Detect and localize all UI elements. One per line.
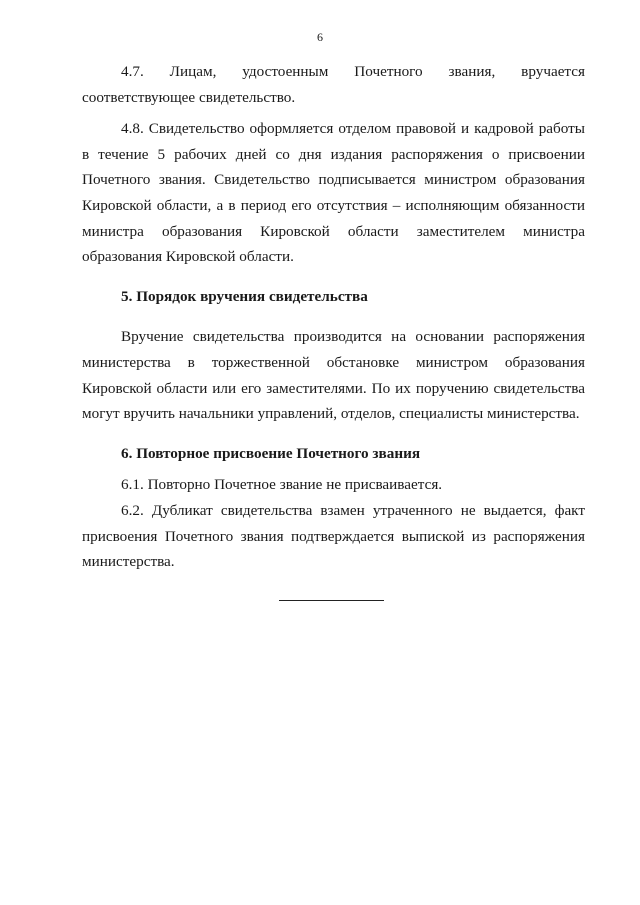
paragraph-6-1: 6.1. Повторно Почетное звание не присваивается. [121, 476, 443, 494]
document-body [82, 59, 585, 575]
paragraph-4-7: 4.7. Лицам, удостоенным Почетного звания, вручается соответствующее свидетельство. [82, 63, 585, 106]
end-divider-line [279, 600, 384, 601]
paragraph-4-8: 4.8. Свидетельство оформляется отделом правовой и кадровой работы в течение 5 рабочих дней со дня издания распоряжения о присвоении Почетного звания. Свидетельство подписывается министром образования Кировской области, а в период его отсутствия – исполняющим обязанности министра образования Кировской области заместителем министра образования Кировской области. [82, 120, 585, 266]
paragraph-5: Вручение свидетельства производится на основании распоряжения министерства в торжественной обстановке министром образования Кировской области или его заместителями. По их поручению свидетельства могут вручить начальники управлений, отделов, специалисты министерства. [82, 328, 585, 423]
section-5-heading: 5. Порядок вручения свидетельства [121, 287, 368, 305]
page-number: 6 [317, 30, 323, 44]
section-6-heading: 6. Повторное присвоение Почетного звания [121, 444, 421, 462]
paragraph-6-2: 6.2. Дубликат свидетельства взамен утраченного не выдается, факт присвоения Почетного звания подтверждается выпиской из распоряжения министерства. [82, 501, 585, 571]
